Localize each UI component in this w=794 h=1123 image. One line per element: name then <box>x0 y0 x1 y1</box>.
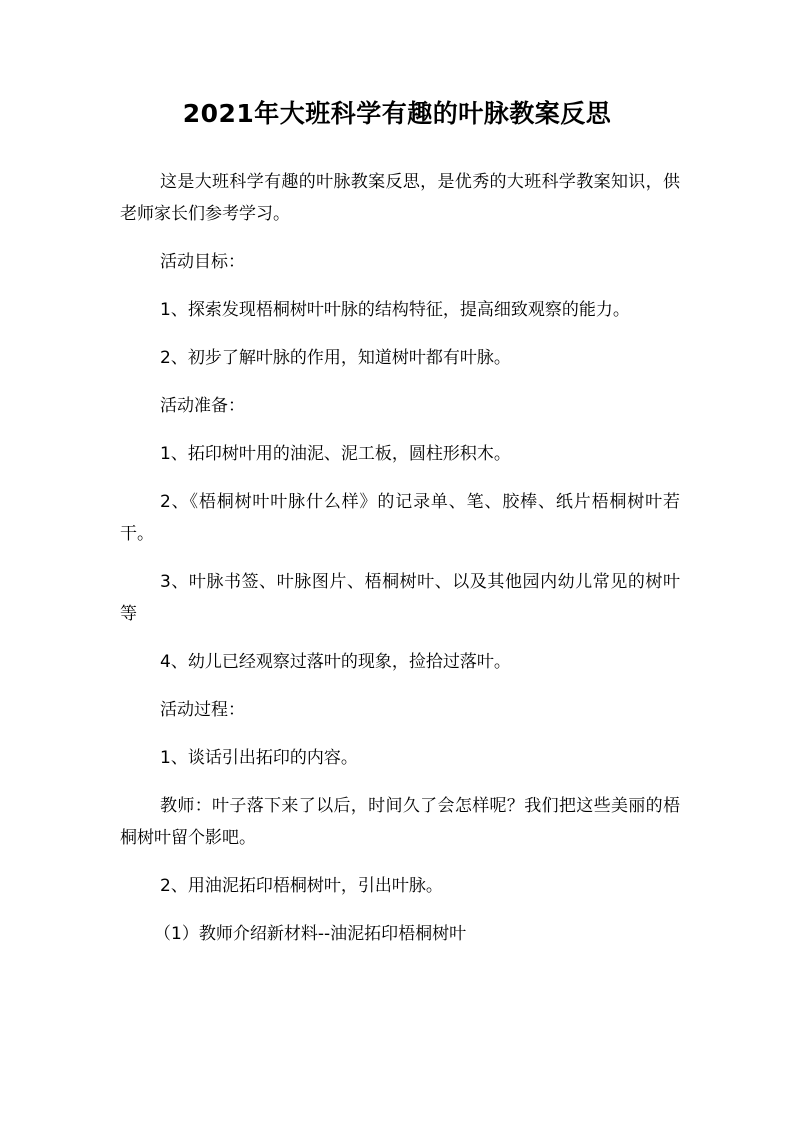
intro-paragraph: 这是大班科学有趣的叶脉教案反思，是优秀的大班科学教案知识，供老师家长们参考学习。 <box>120 172 680 224</box>
preparation-item-2: 2、《梧桐树叶叶脉什么样》的记录单、笔、胶棒、纸片梧桐树叶若干。 <box>120 492 680 544</box>
teacher-dialogue: 教师：叶子落下来了以后，时间久了会怎样呢？我们把这些美丽的梧桐树叶留个影吧。 <box>120 796 680 848</box>
process-item-2: 2、用油泥拓印梧桐树叶，引出叶脉。 <box>160 876 443 896</box>
process-subitem-1: （1）教师介绍新材料--油泥拓印梧桐树叶 <box>154 924 467 944</box>
preparation-item-4: 4、幼儿已经观察过落叶的现象，捡拾过落叶。 <box>160 652 511 672</box>
goal-item-1: 1、探索发现梧桐树叶叶脉的结构特征，提高细致观察的能力。 <box>160 300 630 320</box>
preparation-item-3: 3、叶脉书签、叶脉图片、梧桐树叶、以及其他园内幼儿常见的树叶等 <box>120 572 680 624</box>
document-title: 2021年大班科学有趣的叶脉教案反思 <box>182 99 612 128</box>
section-heading-process: 活动过程： <box>160 700 245 720</box>
goal-item-2: 2、初步了解叶脉的作用，知道树叶都有叶脉。 <box>160 348 511 368</box>
document-body <box>120 166 680 966</box>
section-heading-preparation: 活动准备： <box>160 396 245 416</box>
preparation-item-1: 1、拓印树叶用的油泥、泥工板，圆柱形积木。 <box>160 444 511 464</box>
process-item-1: 1、谈话引出拓印的内容。 <box>160 748 358 768</box>
section-heading-goals: 活动目标： <box>160 252 245 272</box>
